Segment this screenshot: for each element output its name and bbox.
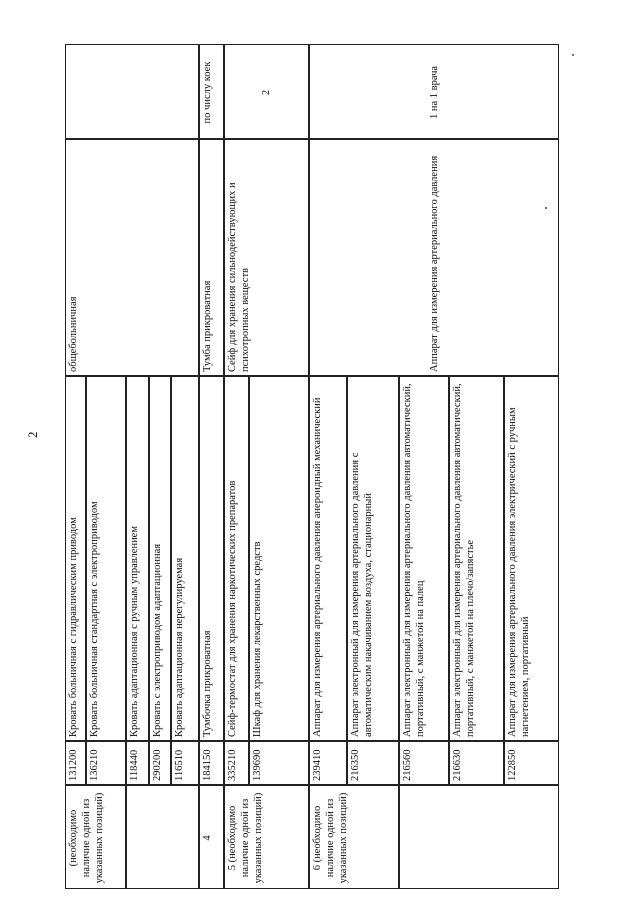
group-number [399,785,559,889]
okpd-code [249,741,309,785]
item-name [224,376,249,741]
group-number-text: 6 (необходимо наличие одной из указанных позиций) [312,792,349,884]
okpd-code [171,741,199,785]
okpd-code-text: 239410 [312,749,323,781]
item-name [309,376,347,741]
equipment-type [309,139,559,376]
item-name [249,376,309,741]
item-name [65,376,86,741]
okpd-code [65,741,86,785]
required-quantity-text: 2 [261,89,273,96]
group-number-text: (необходимо наличие одной из указанных позиций) [68,792,105,884]
item-name-text: Кровать больничная стандартная с электроприводом [89,501,100,737]
okpd-code [149,741,171,785]
required-quantity-text: по числу коек [202,61,213,124]
okpd-code-text: 184150 [202,749,213,781]
item-name [149,376,171,741]
required-quantity [309,44,559,139]
okpd-code [224,741,249,785]
item-name [449,376,504,741]
item-name-text: Кровать больничная с гидравлическим приводом [68,517,79,737]
item-name [171,376,199,741]
okpd-code [399,741,449,785]
okpd-code [199,741,224,785]
group-number [224,785,309,889]
group-number [65,785,126,889]
okpd-code-text: 216630 [452,749,463,781]
equipment-type [224,139,309,376]
required-quantity [224,44,309,139]
okpd-code-text: 131200 [68,749,79,781]
item-name-text: Кровать адаптационная с ручным управлением [129,526,140,737]
equipment-type-text: Тумба прикроватная [202,280,213,372]
okpd-code [449,741,504,785]
okpd-code [126,741,149,785]
item-name [347,376,399,741]
okpd-code-text: 335210 [227,749,238,781]
equipment-type-text: общебольничная [68,296,79,372]
item-name-text: Кровать адаптационная нерегулируемая [174,557,185,737]
item-name-text: Аппарат электронный для измерения артериального давления автоматический, портативный, с манжетой на палец [402,383,426,737]
item-name-text: Аппарат электронный для измерения артериального давления с автоматическим накачиванием воздуха, стационарный [350,452,374,737]
equipment-type [65,139,199,376]
okpd-code-text: 122850 [507,749,518,781]
required-quantity [199,44,224,139]
equipment-type [199,139,224,376]
okpd-code-text: 216350 [350,749,361,781]
okpd-code [309,741,347,785]
item-name [126,376,149,741]
item-name-text: Сейф-термостат для хранения наркотических препаратов [227,480,238,737]
item-name [86,376,126,741]
required-quantity [65,44,199,139]
item-name-text: Аппарат для измерения артериального давления электрический с ручным нагнетением, портативный [507,407,531,737]
okpd-code-text: 118440 [129,749,140,781]
item-name-text: Аппарат электронный для измерения артериального давления автоматический, портативный, с манжетой на плечо/запястье [452,383,476,737]
scan-speck [572,54,574,56]
item-name [399,376,449,741]
item-name-text: Тумбочка прикроватная [202,630,213,737]
page-number: 2 [25,431,40,438]
okpd-code-text: 290200 [152,749,163,781]
item-name [504,376,559,741]
group-number-text: 4 [202,835,213,841]
required-quantity-text: 1 на 1 врача [428,65,440,120]
equipment-type-text: Сейф для хранения сильнодействующих и психотропных веществ [227,182,251,372]
group-number-text: 5 (необходимо наличие одной из указанных позиций) [227,792,264,884]
group-number [309,785,399,889]
okpd-code-text: 139690 [252,749,263,781]
okpd-code [86,741,126,785]
okpd-code-text: 216560 [402,749,413,781]
item-name-text: Шкаф для хранения лекарственных средств [252,541,263,737]
group-number [126,785,199,889]
item-name [199,376,224,741]
okpd-code-text: 136210 [89,749,100,781]
group-number [199,785,224,889]
item-name-text: Аппарат для измерения артериального давления анероидный механический [312,397,323,737]
item-name-text: Кровать с электроприводом адаптационная [152,543,163,737]
okpd-code [504,741,559,785]
okpd-code-text: 116510 [174,749,185,781]
equipment-type-text: Аппарат для измерения артериального давления [428,155,440,372]
okpd-code [347,741,399,785]
scan-speck [545,207,547,209]
